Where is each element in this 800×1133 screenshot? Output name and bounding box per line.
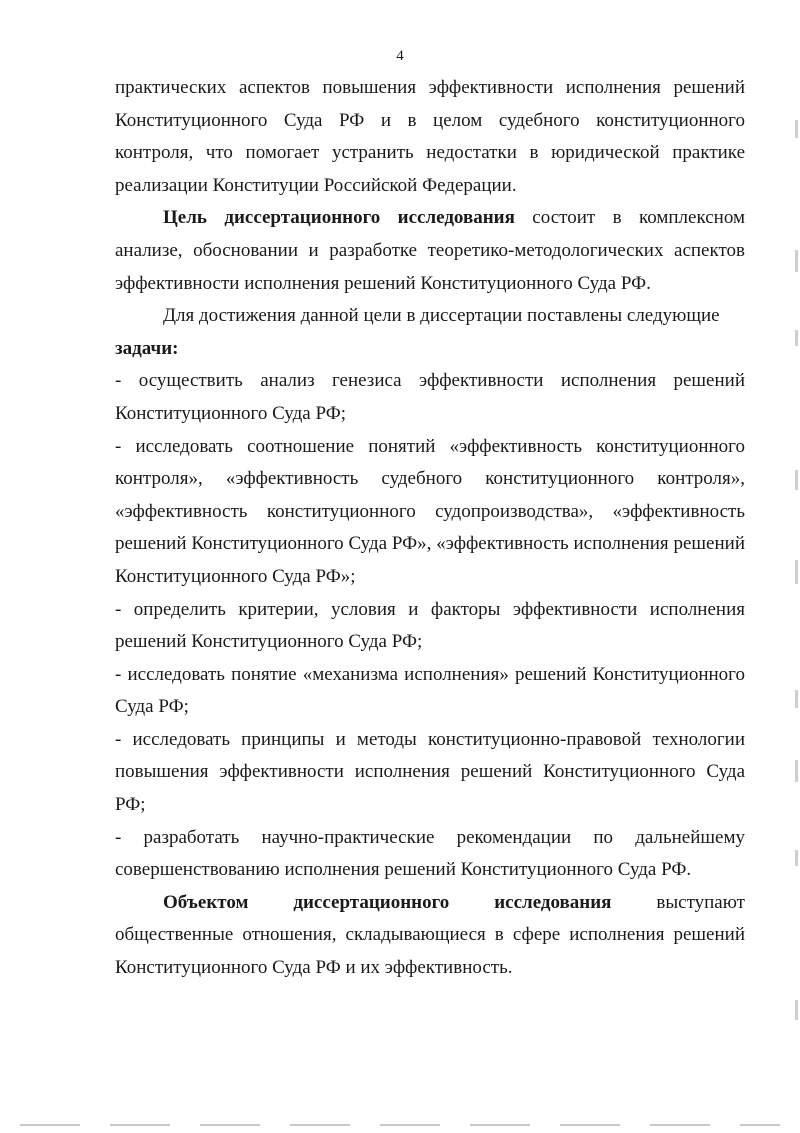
goal-heading: Цель диссертационного исследования — [163, 207, 515, 229]
task-item: - осуществить анализ генезиса эффективности исполнения решений Конституционного Суда РФ; — [115, 370, 745, 424]
goal-text: состоит в комплексном анализе, обосновании и разработке теоретико-методологических аспектов эффективности исполнения решений Конституционного Суда РФ. — [115, 207, 745, 294]
object-text: выступают общественные отношения, складывающиеся в сфере исполнения решений Конституционного Суда РФ и их эффективность. — [115, 891, 745, 979]
task-item: - исследовать соотношение понятий «эффективность конституционного контроля», «эффективность судебного конституционного контроля», «эффективность конституционного судопроизводства», «эффективность решений Конституционного Суда РФ», «эффективность исполнения решений Конституционного Суда РФ»; — [115, 435, 745, 587]
tasks-intro-text: Для достижения данной цели в диссертации поставлены следующие — [163, 305, 720, 327]
document-body — [115, 72, 745, 985]
paragraph-object — [115, 887, 745, 985]
scan-bottom-edge — [20, 1124, 780, 1126]
task-item: - определить критерии, условия и факторы эффективности исполнения решений Конституционного Суда РФ; — [115, 598, 745, 653]
task-item: - исследовать принципы и методы конституционно-правовой технологии повышения эффективности исполнения решений Конституционного Суда РФ; — [115, 728, 745, 816]
tasks-heading: задачи: — [115, 337, 179, 359]
task-item: - исследовать понятие «механизма исполнения» решений Конституционного Суда РФ; — [115, 663, 745, 718]
task-item: - разработать научно-практические рекомендации по дальнейшему совершенствованию исполнения решений Конституционного Суда РФ. — [115, 826, 745, 881]
paragraph-continuation: практических аспектов повышения эффективности исполнения решений Конституционного Суда РФ и в целом судебного конституционного контроля, что помогает устранить недостатки в юридической практике реализации Конституции Российской Федерации. — [115, 77, 745, 196]
scan-edge-marks — [790, 0, 800, 1133]
paragraph-goal — [115, 202, 745, 300]
tasks-heading-line — [115, 333, 745, 366]
object-heading: Объектом диссертационного исследования — [163, 891, 612, 913]
paragraph-tasks-intro — [115, 300, 745, 333]
page-number: 4 — [396, 48, 404, 64]
